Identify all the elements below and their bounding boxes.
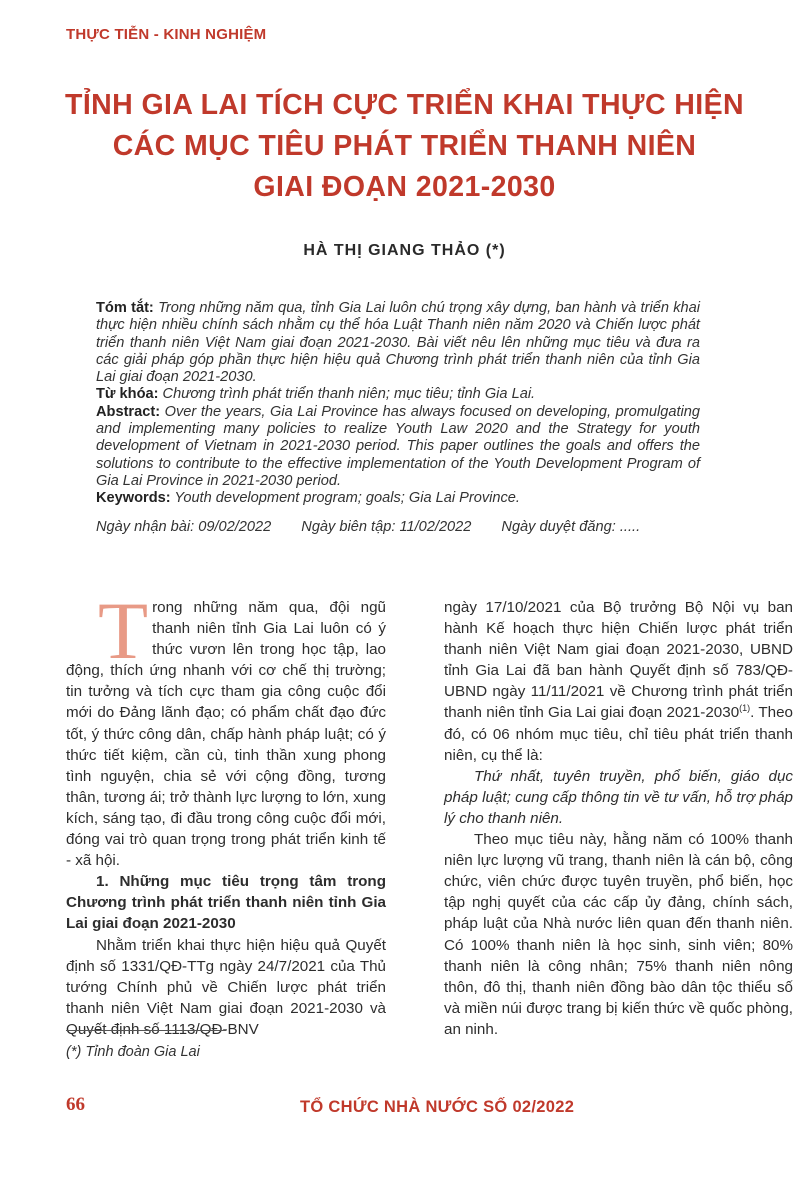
tu-khoa-text: Chương trình phát triển thanh niên; mục tiêu; tỉnh Gia Lai. (158, 386, 536, 403)
body-paragraph-3 (444, 597, 793, 766)
left-column (66, 585, 386, 1040)
author: HÀ THỊ GIANG THẢO (*) (303, 242, 506, 259)
page-number: 66 (66, 1094, 85, 1115)
footnote-ref: (1) (739, 703, 751, 714)
keywords-label: Keywords: (96, 490, 171, 507)
keywords-text: Youth development program; goals; Gia Lai Province. (170, 490, 520, 507)
right-column (444, 597, 793, 1040)
abstract-en-label: Abstract: (96, 403, 161, 420)
keywords-paragraph (96, 490, 700, 507)
body-paragraph-2: Nhằm triển khai thực hiện hiệu quả Quyết định số 1331/QĐ-TTg ngày 24/7/2021 của Thủ tướng Chính phủ về Chiến lược phát triển thanh niên Việt Nam giai đoạn 2021-2030 và Quyết định số 1113/QĐ-BNV (66, 936, 386, 1038)
journal-footer: TỔ CHỨC NHÀ NƯỚC SỐ 02/2022 (300, 1098, 575, 1116)
tom-tat-paragraph (96, 300, 700, 386)
dates-row (96, 519, 700, 536)
date-received: Ngày nhận bài: 09/02/2022 (96, 518, 272, 535)
abstract-block (96, 300, 700, 536)
date-approved: Ngày duyệt đăng: ..... (501, 518, 641, 535)
abstract-en-paragraph (96, 404, 700, 490)
drop-cap: T (98, 585, 149, 676)
article-title-line-2: CÁC MỤC TIÊU PHÁT TRIỂN THANH NIÊN (112, 130, 697, 162)
section-tag: THỰC TIỄN - KINH NGHIỆM (66, 26, 267, 43)
intro-paragraph (66, 585, 386, 871)
tu-khoa-paragraph (96, 386, 700, 403)
tu-khoa-label: Từ khóa: (96, 386, 159, 403)
article-title-line-1: TỈNH GIA LAI TÍCH CỰC TRIỂN KHAI THỰC HIỆN (65, 89, 744, 121)
abstract-en-text: Over the years, Gia Lai Province has always focused on developing, promulgating and implementing many policies to realize Youth Law 2020 and the Strategy for youth development of Vietnam in 2021-2030 period. This paper outlines the goals and offers the solutions to contribute to the effective implementation of the Youth Development Program of Gia Lai Province in 2021-2030 period. (96, 403, 700, 489)
body-paragraph-3-tail: . Theo đó, có 06 nhóm mục tiêu, chỉ tiêu phát triển thanh niên, cụ thể là: (444, 704, 793, 764)
body-paragraph-3-text: ngày 17/10/2021 của Bộ trưởng Bộ Nội vụ ban hành Kế hoạch thực hiện Chiến lược phát triển thanh niên Việt Nam giai đoạn 2021-2030, UBND tỉnh Gia Lai đã ban hành Quyết định số 783/QĐ-UBND ngày 11/11/2021 về Chương trình phát triển thanh niên tỉnh Gia Lai giai đoạn 2021-2030 (444, 599, 793, 722)
intro-text: rong những năm qua, đội ngũ thanh niên tỉnh Gia Lai luôn có ý thức vươn lên trong học tập, lao động, thích ứng nhanh với cơ chế thị trường; tin tưởng và tích cực tham gia công cuộc đổi mới do Đảng lãnh đạo; có phẩm chất đạo đức tốt, ý thức công dân, chấp hành pháp luật; có ý thức tiết kiệm, cần cù, tinh thần xung phong tình nguyện, chia sẻ với cộng đồng, tương thân, tương ái; trở thành lực lượng to lớn, xung kích, sáng tạo, đi đầu trong công cuộc đổi mới, đóng vai trò quan trọng trong phát triển kinh tế - xã hội. (66, 599, 386, 870)
article-title-line-3: GIAI ĐOẠN 2021-2030 (253, 171, 556, 203)
date-edited: Ngày biên tập: 11/02/2022 (301, 518, 472, 535)
footnote: (*) Tỉnh đoàn Gia Lai (66, 1044, 200, 1060)
body-paragraph-4: Thứ nhất, tuyên truyền, phổ biến, giáo dục pháp luật; cung cấp thông tin về tư vấn, hỗ trợ pháp lý cho thanh niên. (444, 767, 793, 827)
footnote-divider (66, 1030, 226, 1031)
body-paragraph-5: Theo mục tiêu này, hằng năm có 100% thanh niên lực lượng vũ trang, thanh niên là cán bộ, công chức, viên chức được tuyên truyền, phổ biến, học tập nghị quyết của các cấp ủy đảng, chính sách, pháp luật của Nhà nước liên quan đến thanh niên. Có 100% thanh niên là học sinh, sinh viên; 80% thanh niên là công nhân; 75% thanh niên nông thôn, đô thị, thanh niên đồng bào dân tộc thiểu số và miền núi được trang bị kiến thức về quốc phòng, an ninh. (444, 831, 793, 1038)
tom-tat-text: Trong những năm qua, tỉnh Gia Lai luôn chú trọng xây dựng, ban hành và triển khai thực hiện nhiều chính sách nhằm cụ thể hóa Luật Thanh niên năm 2020 và Chiến lược phát triển thanh niên Việt Nam giai đoạn 2021-2030. Bài viết nêu lên những mục tiêu và đưa ra các giải pháp góp phần thực hiện hiệu quả Chương trình phát triển thanh niên của tỉnh Gia Lai giai đoạn 2021-2030. (96, 300, 701, 386)
section-heading-1: 1. Những mục tiêu trọng tâm trong Chương trình phát triển thanh niên tỉnh Gia Lai giai đoạn 2021-2030 (66, 873, 386, 933)
tom-tat-label: Tóm tắt: (96, 300, 154, 316)
